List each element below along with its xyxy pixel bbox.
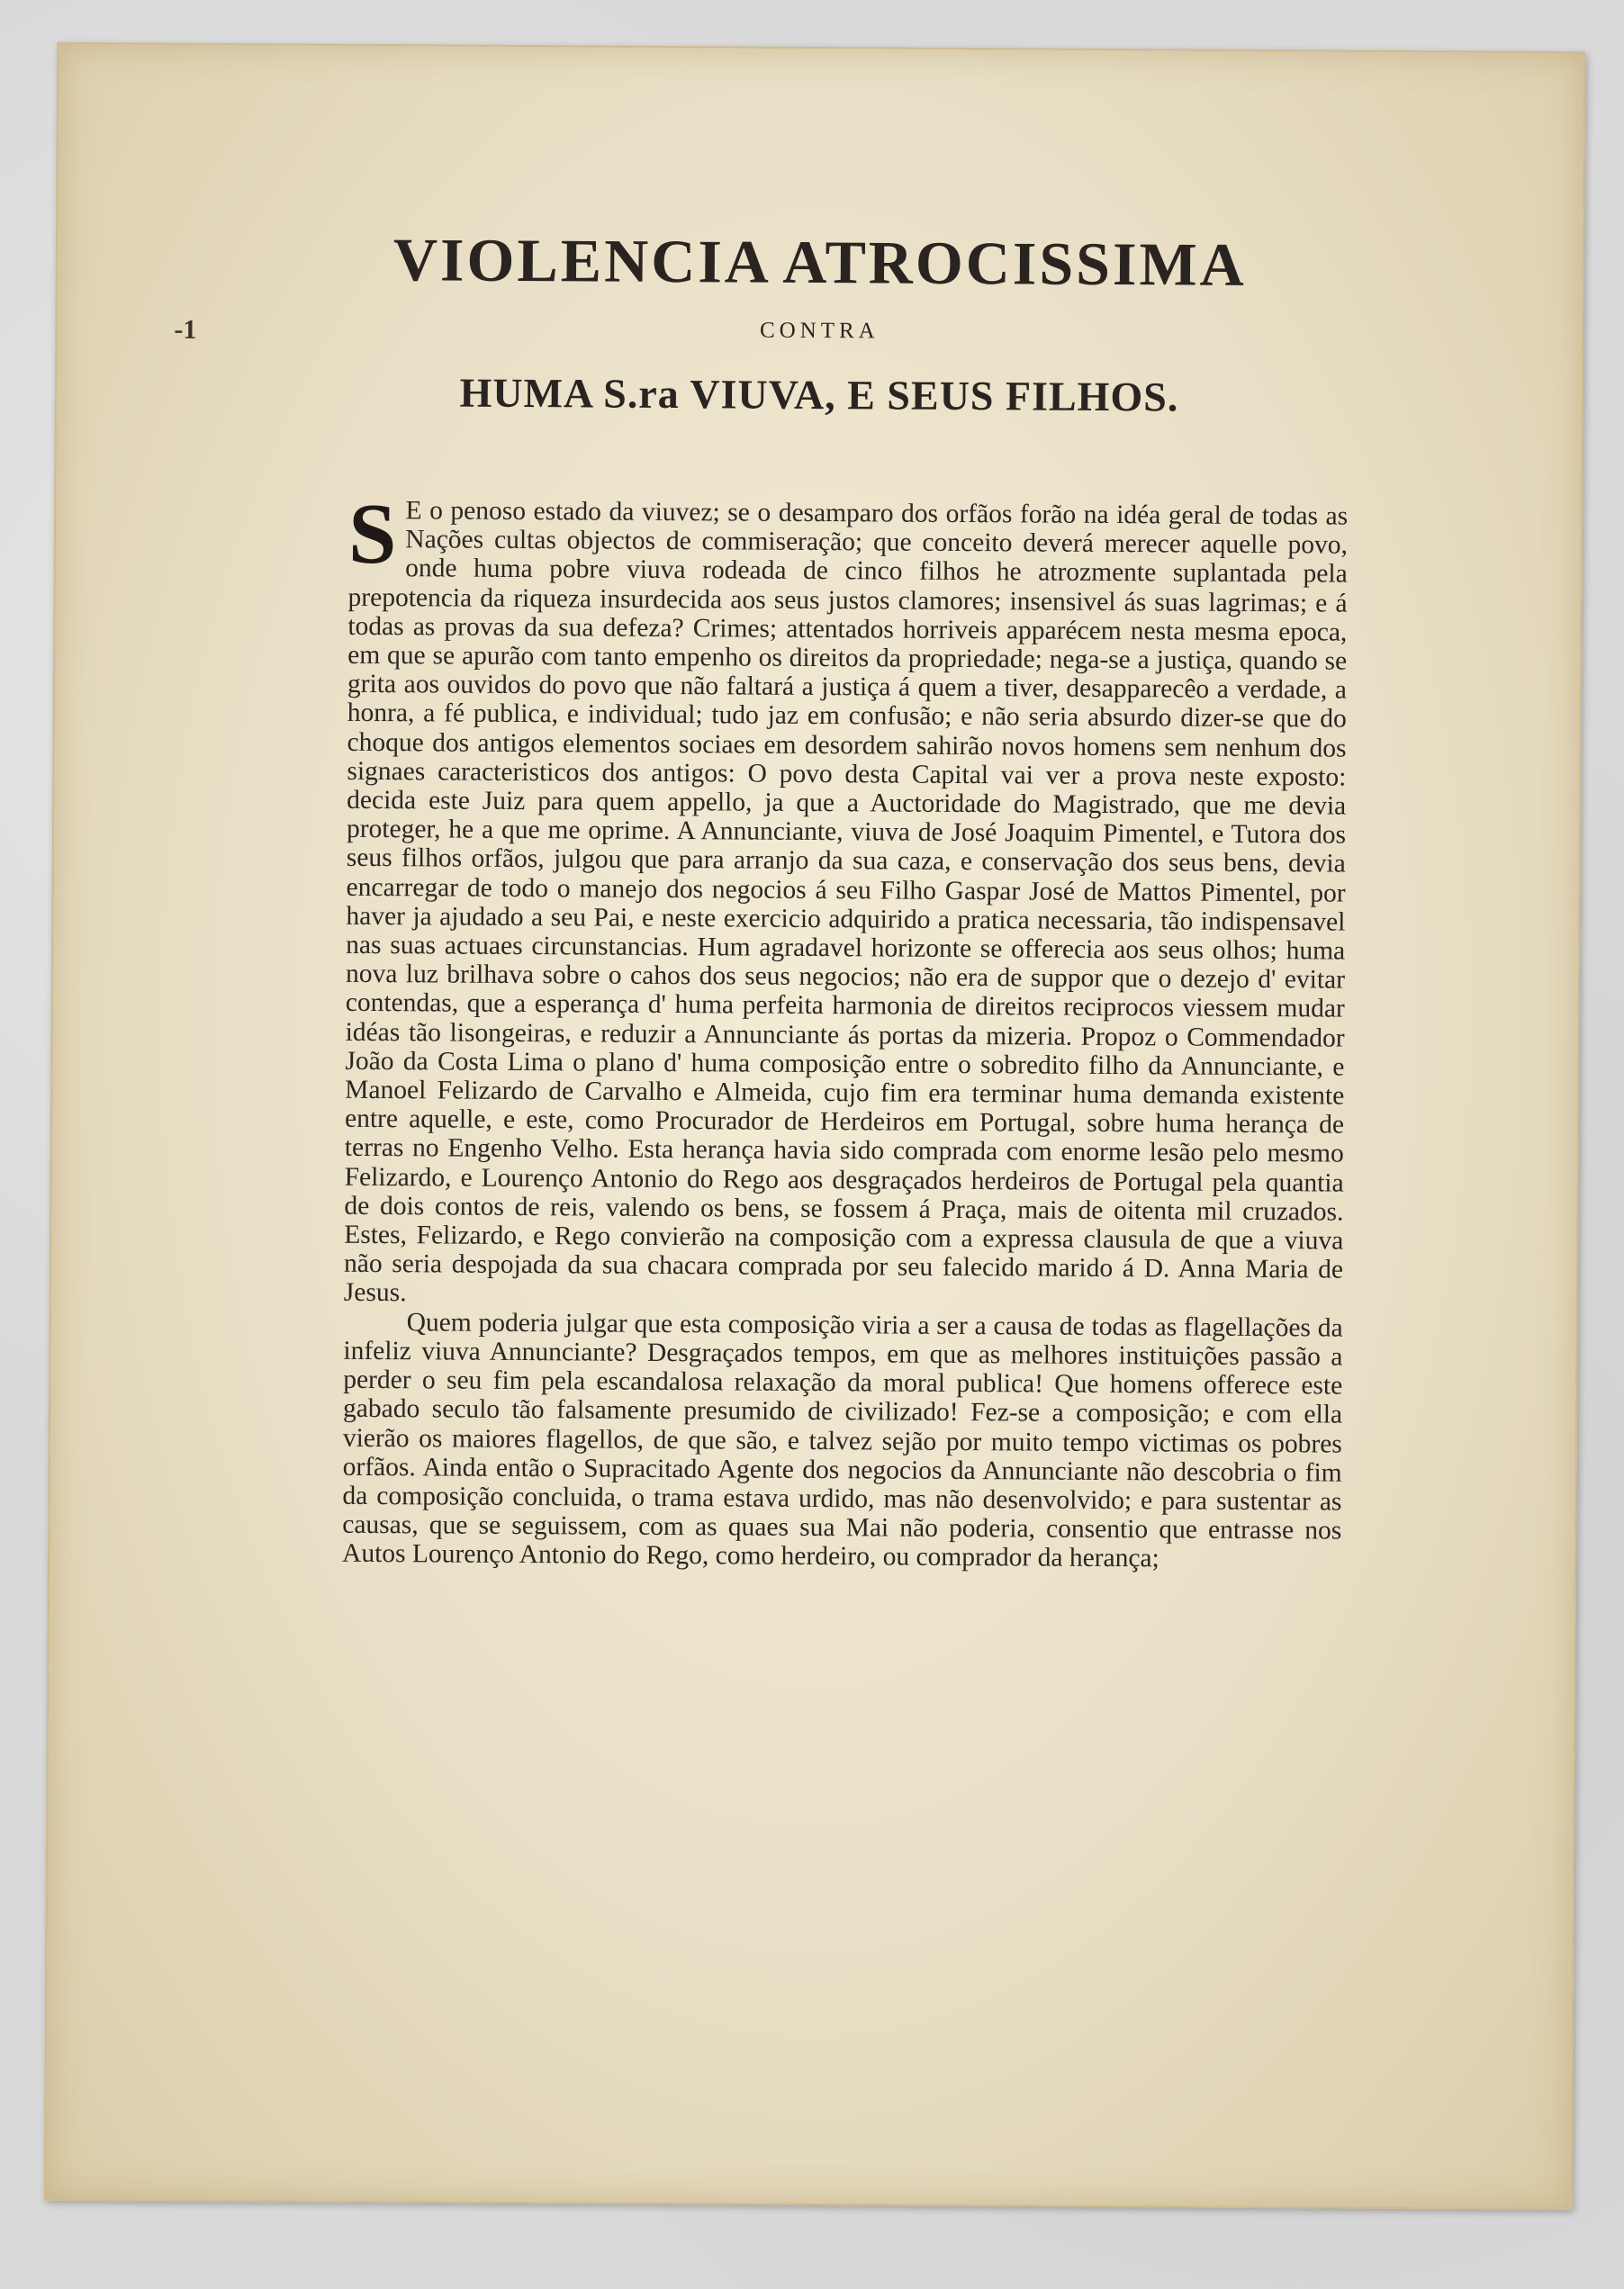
document-connector: CONTRA bbox=[759, 318, 880, 344]
document-title: VIOLENCIA ATROCISSIMA bbox=[392, 225, 1248, 299]
document-body bbox=[341, 484, 1349, 1574]
document-page bbox=[44, 42, 1586, 2210]
paragraph-2: Quem poderia julgar que esta composição viria a ser a causa de todas as flagellações da infeliz viuva Annunciante? Desgraçados tempos, em que as melhores instituições passão a perder o seu fim pela escandalosa relaxação da moral publica! Que homens offerece este gabado seculo tão falsamente presumido de civilizado! Fez-se a composição; e com ella vierão os maiores flagellos, de que são, e talvez sejão por muito tempo victimas os pobres orfãos. Ainda então o Supracitado Agente dos negocios da Annunciante não descobria o fim da composição concluida, o trama estava urdido, mas não desenvolvido; e para sustentar as causas, que se seguissem, com as quaes sua Mai não poderia, consentio que entrasse nos Autos Lourenço Antonio do Rego, como herdeiro, ou comprador da herança; bbox=[341, 1307, 1343, 1573]
margin-mark: -1 bbox=[174, 314, 197, 345]
document-subtitle: HUMA S.ra VIUVA, E SEUS FILHOS. bbox=[459, 369, 1179, 420]
drop-cap: S bbox=[347, 484, 397, 582]
paragraph-1 bbox=[343, 484, 1349, 1313]
paragraph-1-text: E o penoso estado da viuvez; se o desamparo dos orfãos forão na idéa geral de todas as Nações cultas objectos de commiseração; que conceito deverá merecer aquelle povo, onde huma pobre viuva rodeada de cinco filhos he atrozmente suplantada pela prepotencia da riqueza insurdecida aos seus justos clamores; insensivel ás suas lagrimas; e á todas as provas da sua defeza? Crimes; attentados horriveis apparécem nesta mesma epoca, em que se apurão com tanto empenho os direitos da propriedade; nega-se a justiça, quando se grita aos ouvidos do povo que não faltará a justiça á quem a tiver, desapparecêo a verdade, a honra, a fé publica, e individual; tudo jaz em confusão; e não seria absurdo dizer-se que do choque dos antigos elementos sociaes em desordem sahirão novos homens sem nenhum dos signaes caracteristicos dos antigos: O povo desta Capital vai ver a prova neste exposto: decida este Juiz para quem appello, ja que a Auctoridade do Magistrado, que me devia proteger, he a que me oprime. A Annunciante, viuva de José Joaquim Pimentel, e Tutora dos seus filhos orfãos, julgou que para arranjo da sua caza, e conservação dos seus bens, devia encarregar de todo o manejo dos negocios á seu Filho Gaspar José de Mattos Pimentel, por haver ja ajudado a seu Pai, e neste exercicio adquirido a pratica necessaria, tão indispensavel nas suas actuaes circunstancias. Hum agradavel horizonte se offerecia aos seus olhos; huma nova luz brilhava sobre o cahos dos seus negocios; não era de suppor que o dezejo d' evitar contendas, que a esperança d' huma perfeita harmonia de direitos reciprocos viessem mudar idéas tão lisongeiras, e reduzir a Annunciante ás portas da mizeria. Propoz o Commendador João da Costa Lima o plano d' huma composição entre o sobredito filho da Annunciante, e Manoel Felizardo de Carvalho e Almeida, cujo fim era terminar huma demanda existente entre aquelle, e este, como Procurador de Herdeiros em Portugal, sobre huma herança de terras no Engenho Velho. Esta herança havia sido comprada com enorme lesão pelo mesmo Felizardo, e Lourenço Antonio do Rego aos desgraçados herdeiros de Portugal pela quantia de dois contos de reis, valendo os bens, se fossem á Praça, mais de oitenta mil cruzados. Estes, Felizardo, e Rego convierão na composição com a expressa clausula de que a viuva não seria despojada da sua chacara comprada por seu falecido marido á D. Anna Maria de Jesus. bbox=[343, 496, 1349, 1308]
